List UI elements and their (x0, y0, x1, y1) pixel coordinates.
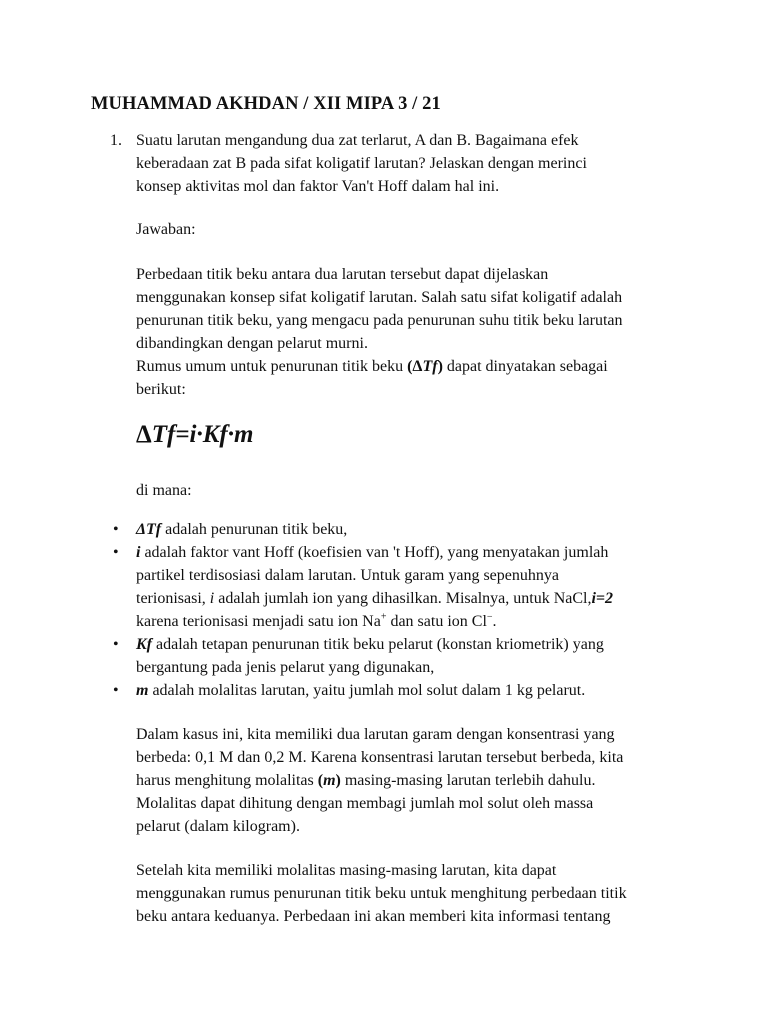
term-definition: adalah faktor vant Hoff (koefisien van 't Hoff), yang menyatakan jumlah (140, 544, 609, 561)
text-run: ) (335, 772, 341, 789)
where-label: di mana: (136, 482, 192, 499)
paragraph-line: penurunan titik beku, yang mengacu pada penurunan suhu titik beku larutan (136, 312, 623, 329)
term-symbol: i (136, 544, 141, 561)
paragraph-line: Molalitas dapat dihitung dengan membagi jumlah mol solut oleh massa (136, 795, 594, 812)
term-definition: adalah molalitas larutan, yaitu jumlah mol solut dalam 1 kg pelarut. (148, 682, 586, 699)
text-run: adalah jumlah ion yang dihasilkan. Misalnya, untuk NaCl, (214, 590, 592, 607)
text-run: ( (317, 772, 324, 789)
text-run: harus menghitung molalitas (136, 772, 318, 789)
text-run: m (323, 772, 336, 789)
text-run: dan satu ion Cl (386, 613, 487, 630)
paragraph-line: berikut: (136, 381, 186, 398)
term-symbol: m (136, 682, 149, 699)
superscript: + (380, 611, 387, 623)
question-line: Suatu larutan mengandung dua zat terlarut, A dan B. Bagaimana efek (136, 132, 579, 149)
formula-body: Tf=i·Kf·m (151, 421, 254, 448)
list-item (113, 633, 696, 679)
text-run: Tf (422, 358, 438, 375)
paragraph-line: berbeda: 0,1 M dan 0,2 M. Karena konsentrasi larutan tersebut berbeda, kita (136, 749, 624, 766)
bullet-marker: • (113, 682, 119, 699)
text-run: karena terionisasi menjadi satu ion Na (136, 613, 381, 630)
text-run: masing-masing larutan terlebih dahulu. (340, 772, 596, 789)
molality-symbol (318, 772, 341, 789)
paragraph-line (136, 355, 696, 378)
text-run: ) (437, 358, 443, 375)
term-definition: adalah penurunan titik beku, (161, 521, 348, 538)
text-run: dapat dinyatakan sebagai (442, 358, 608, 375)
document-title: MUHAMMAD AKHDAN / XII MIPA 3 / 21 (91, 94, 441, 114)
bullet-marker: • (113, 521, 119, 538)
term-definition: adalah tetapan penurunan titik beku pelarut (konstan kriometrik) yang (152, 636, 604, 653)
paragraph-line: dibandingkan dengan pelarut murni. (136, 335, 368, 352)
list-item (113, 518, 696, 541)
definition-list (113, 518, 696, 702)
bullet-marker: • (113, 544, 119, 561)
paragraph-line: Perbedaan titik beku antara dua larutan tersebut dapat dijelaskan (136, 266, 549, 283)
paragraph-line: menggunakan rumus penurunan titik beku untuk menghitung perbedaan titik (136, 885, 627, 902)
paragraph-line: pelarut (dalam kilogram). (136, 818, 300, 835)
answer-label: Jawaban: (136, 221, 196, 238)
bullet-marker: • (113, 636, 119, 653)
formula-delta: Δ (136, 421, 152, 448)
text-run: . (492, 613, 497, 630)
term-definition: partikel terdisosiasi dalam larutan. Untuk garam yang sepenuhnya (136, 567, 559, 584)
term-symbol: ΔTf (136, 521, 162, 538)
delta-tf-symbol (407, 358, 443, 375)
text-run: i (209, 590, 215, 607)
paragraph-line: Dalam kasus ini, kita memiliki dua larutan garam dengan konsentrasi yang (136, 726, 615, 743)
list-item (113, 541, 696, 633)
term-definition: bergantung pada jenis pelarut yang digunakan, (136, 659, 435, 676)
paragraph-molality (136, 723, 696, 838)
question-line: keberadaan zat B pada sifat koligatif larutan? Jelaskan dengan merinci (136, 155, 587, 172)
list-item (113, 679, 696, 702)
paragraph-line: menggunakan konsep sifat koligatif larutan. Salah satu sifat koligatif adalah (136, 289, 623, 306)
freezing-point-formula (136, 421, 253, 449)
question-text (136, 129, 696, 198)
paragraph-line: beku antara keduanya. Perbedaan ini akan memberi kita informasi tentang (136, 908, 611, 925)
paragraph-conclusion (136, 859, 696, 928)
question-number: 1. (110, 132, 122, 149)
paragraph-intro (136, 263, 696, 401)
term-symbol: Kf (136, 636, 152, 653)
superscript: − (486, 611, 493, 623)
text-run: (Δ (407, 358, 423, 375)
text-run: Rumus umum untuk penurunan titik beku (136, 358, 408, 375)
question-line: konsep aktivitas mol dan faktor Van't Hoff dalam hal ini. (136, 178, 500, 195)
text-run: i=2 (591, 590, 614, 607)
text-run: terionisasi, (136, 590, 210, 607)
paragraph-line: Setelah kita memiliki molalitas masing-masing larutan, kita dapat (136, 862, 557, 879)
paragraph-line (136, 769, 696, 792)
